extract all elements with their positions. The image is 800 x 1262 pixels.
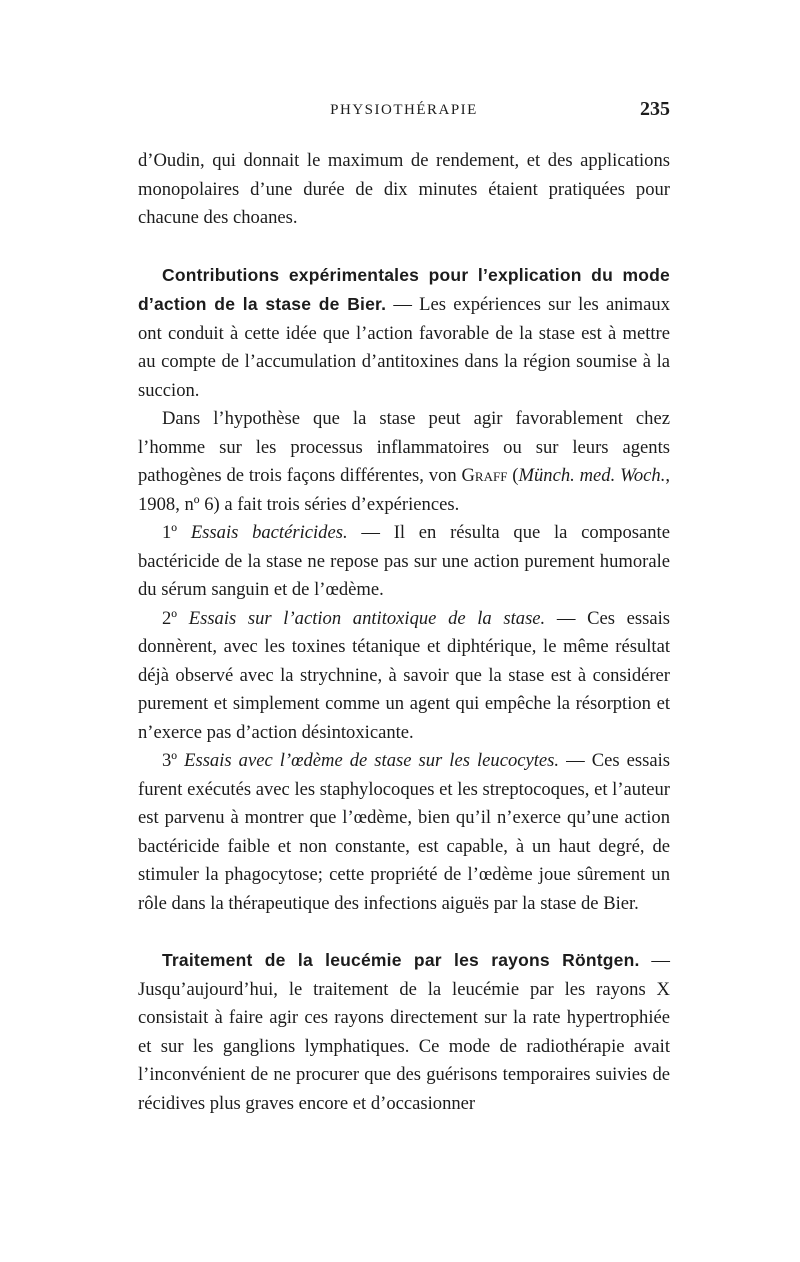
- journal-citation: Münch. med. Woch.: [518, 465, 666, 486]
- item-title: Essais bactéricides.: [190, 522, 348, 543]
- body-text: [138, 147, 670, 1118]
- running-head: [138, 88, 670, 128]
- item-number: 2º: [162, 607, 189, 629]
- list-item-3: [138, 747, 670, 918]
- list-item-1: [138, 519, 670, 605]
- paragraph-text: — Les expériences sur les animaux ont conduit à cette idée que l’action favorable de la stase est à mettre au compte de l’accumulation d’antitoxines dans la région soumise à la succion.: [138, 294, 670, 401]
- page-number: 235: [640, 98, 670, 120]
- paragraph-text: — Ces essais furent exécutés avec les staphylocoques et les streptocoques, et l’auteur est parvenu à montrer que l’œdème, bien qu’il n’exerce qu’une action bactéricide faible et non constante, est capable, à un haut degré, de stimuler la phagocytose; cette propriété de l’œdème joue sûrement un rôle dans la thérapeutique des infections aiguës par la stase de Bier.: [138, 750, 670, 914]
- section-heading: Contributions expérimentales pour l’explication du mode d’action de la stase de Bier.: [138, 264, 670, 314]
- item-title: Essais sur l’action antitoxique de la stase.: [188, 607, 546, 629]
- section-heading: Traitement de la leucémie par les rayons Röntgen.: [162, 950, 640, 970]
- paragraph-text: — Ces essais donnèrent, avec les toxines tétanique et diphtérique, le même résultat déjà observé avec la strychnine, à savoir que la stase est à considérer purement et simplement comme un agent qui empêche la résorption et n’exerce pas d’action désintoxicante.: [138, 607, 671, 743]
- item-title: Essais avec l’œdème de stase sur les leucocytes.: [184, 750, 560, 771]
- paragraph-text: (: [507, 465, 519, 486]
- section-stase-de-bier: [138, 261, 670, 406]
- paragraph-text: d’Oudin, qui donnait le maximum de rendement, et des applications monopolaires d’une durée de dix minutes étaient pratiquées pour chacune des choanes.: [138, 150, 670, 228]
- paragraph-text: — Jusqu’aujourd’hui, le traitement de la leucémie par les rayons X consistait à faire agir ces rayons directement sur la rate hypertrophiée et sur les ganglions lymphatiques. Ce mode de radiothérapie avait l’inconvénient de ne procurer que des guérisons temporaires suivies de récidives plus graves encore et d’occasionner: [138, 950, 670, 1114]
- paragraph-text: , 1908, nº 6) a fait trois séries d’expériences.: [138, 465, 670, 515]
- paragraph-continuation: [138, 147, 670, 233]
- paragraph-text: — Il en résulta que la composante bactéricide de la stase ne repose pas sur une action purement humorale du sérum sanguin et de l’œdème.: [138, 522, 670, 600]
- paragraph-text: Dans l’hypothèse que la stase peut agir favorablement chez l’homme sur les processus inflammatoires ou sur leurs agents pathogènes de trois façons différentes, von: [138, 408, 670, 486]
- section-leucemie: [138, 946, 670, 1118]
- paragraph-graff: [138, 405, 670, 519]
- item-number: 3º: [162, 750, 185, 771]
- running-head-title: PHYSIOTHÉRAPIE: [330, 102, 478, 118]
- list-item-2: [138, 605, 670, 748]
- item-number: 1º: [162, 522, 191, 543]
- author-name: Graff: [461, 465, 508, 486]
